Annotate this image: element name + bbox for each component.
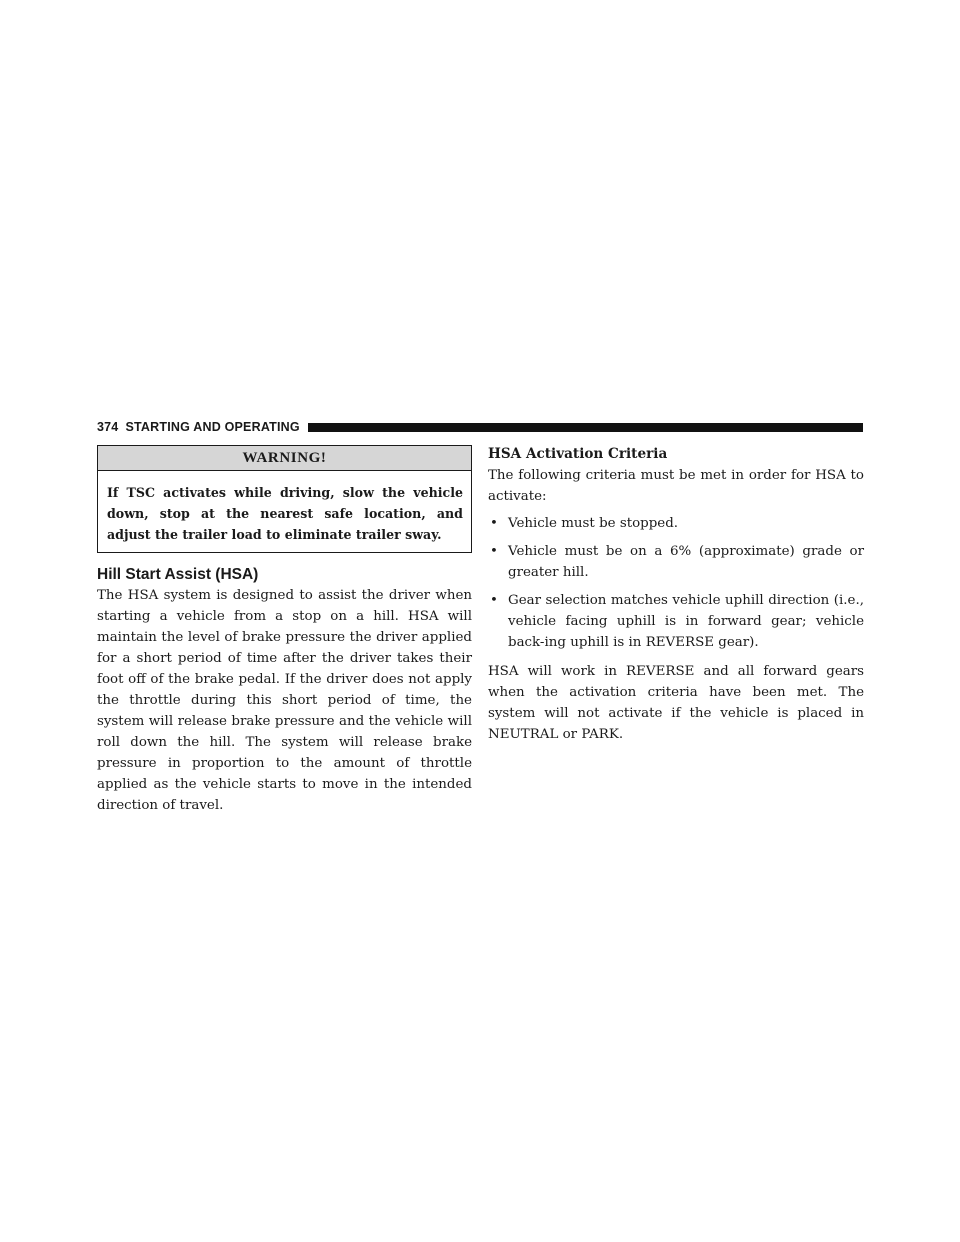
warning-title: WARNING! — [98, 446, 471, 471]
criteria-heading: HSA Activation Criteria — [488, 446, 668, 462]
bullet-icon: • — [490, 516, 498, 531]
page-number: 374 — [97, 420, 119, 434]
criteria-intro: The following criteria must be met in order for HSA to activate: — [488, 468, 864, 504]
criteria-list — [488, 513, 864, 653]
left-column — [97, 445, 472, 816]
hsa-heading: Hill Start Assist (HSA) — [97, 566, 259, 583]
criteria-closing: HSA will work in REVERSE and all forward gears when the activation criteria have been met. The system will not activate if the vehicle is placed in NEUTRAL or PARK. — [488, 664, 864, 742]
section-title: STARTING AND OPERATING — [125, 420, 300, 434]
list-item-text: Vehicle must be on a 6% (approximate) grade or greater hill. — [508, 544, 864, 580]
list-item-text: Vehicle must be stopped. — [508, 516, 679, 531]
right-column — [488, 445, 864, 745]
page-header — [97, 418, 863, 436]
bullet-icon: • — [490, 593, 498, 608]
list-item-text: Gear selection matches vehicle uphill direction (i.e., vehicle facing uphill is in forward gear; vehicle back-ing uphill is in REVERSE gear). — [508, 593, 864, 650]
bullet-icon: • — [490, 544, 498, 559]
header-rule — [308, 423, 863, 432]
list-item — [488, 541, 864, 583]
warning-text: If TSC activates while driving, slow the vehicle down, stop at the nearest safe location, and adjust the trailer load to eliminate trailer sway. — [107, 485, 463, 542]
list-item — [488, 513, 864, 534]
list-item — [488, 590, 864, 653]
warning-box — [97, 445, 472, 553]
hsa-paragraph: The HSA system is designed to assist the driver when starting a vehicle from a stop on a hill. HSA will maintain the level of brake pressure the driver applied for a short period of time after the driver takes their foot off of the brake pedal. If the driver does not apply the throttle during this short period of time, the system will release brake pressure and the vehicle will roll down the hill. The system will release brake pressure in proportion to the amount of throttle applied as the vehicle starts to move in the intended direction of travel. — [97, 588, 472, 813]
